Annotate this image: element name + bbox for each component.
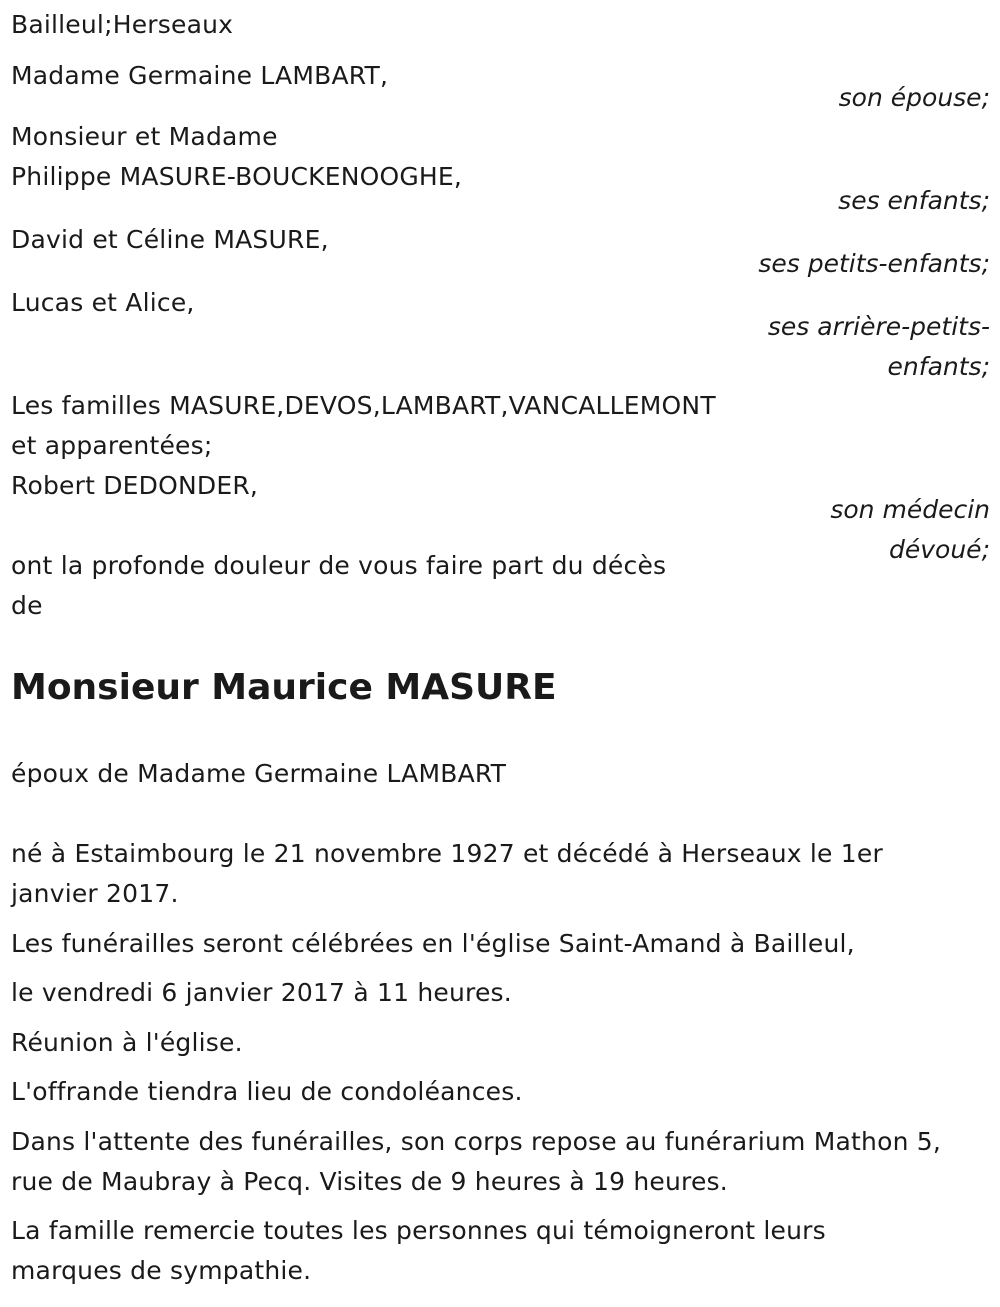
spouse-of-line: époux de Madame Germaine LAMBART (11, 759, 507, 788)
offering-line: L'offrande tiendra lieu de condoléances. (11, 1077, 523, 1106)
funeral-date: le vendredi 6 janvier 2017 à 11 heures. (11, 978, 512, 1007)
rest-line-1: Dans l'attente des funérailles, son corps repose au funérarium Mathon 5, (11, 1127, 942, 1156)
families-line-2: et apparentées; (11, 431, 213, 460)
thanks-line-2: marques de sympathie. (11, 1256, 312, 1285)
deceased-name: Monsieur Maurice MASURE (11, 667, 557, 708)
children-line-1: Monsieur et Madame (11, 122, 278, 151)
birth-death-line-2: janvier 2017. (11, 879, 179, 908)
spouse-role: son épouse; (838, 83, 990, 112)
announcement-line-1: ont la profonde douleur de vous faire part du décès (11, 551, 667, 580)
children-role: ses enfants; (838, 186, 990, 215)
funeral-place: Les funérailles seront célébrées en l'église Saint-Amand à Bailleul, (11, 929, 855, 958)
grandchildren-name: David et Céline MASURE, (11, 225, 329, 254)
announcement-line-2: de (11, 591, 43, 620)
rest-line-2: rue de Maubray à Pecq. Visites de 9 heures à 19 heures. (11, 1167, 728, 1196)
thanks-line-1: La famille remercie toutes les personnes qui témoigneront leurs (11, 1216, 826, 1245)
birth-death-line-1: né à Estaimbourg le 21 novembre 1927 et décédé à Herseaux le 1er (11, 839, 883, 868)
spouse-name: Madame Germaine LAMBART, (11, 61, 389, 90)
doctor-name: Robert DEDONDER, (11, 471, 259, 500)
great-grandchildren-role-2: enfants; (887, 352, 990, 381)
location-header: Bailleul;Herseaux (11, 10, 234, 39)
great-grandchildren-role-1: ses arrière-petits- (767, 312, 990, 341)
grandchildren-role: ses petits-enfants; (758, 249, 990, 278)
doctor-role-2: dévoué; (889, 535, 990, 564)
children-line-2: Philippe MASURE-BOUCKENOOGHE, (11, 162, 463, 191)
meeting-line: Réunion à l'église. (11, 1028, 243, 1057)
doctor-role-1: son médecin (830, 495, 990, 524)
families-line-1: Les familles MASURE,DEVOS,LAMBART,VANCALLEMONT (11, 391, 716, 420)
great-grandchildren-name: Lucas et Alice, (11, 288, 195, 317)
